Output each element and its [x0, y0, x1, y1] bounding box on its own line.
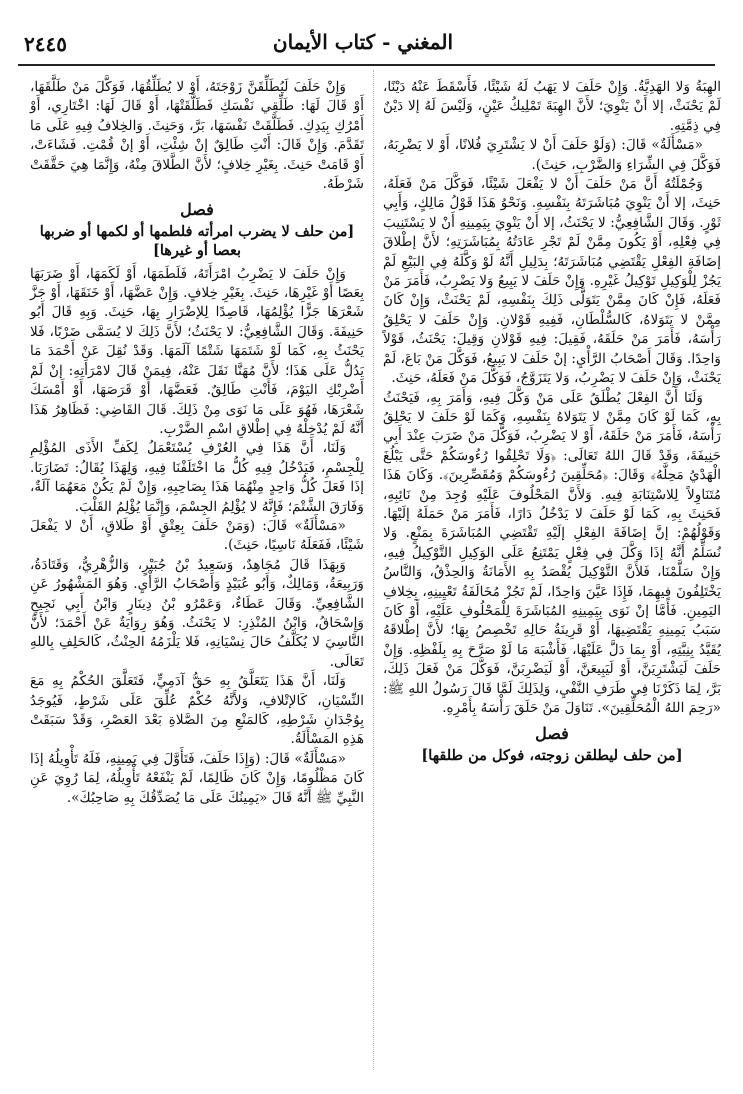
column-divider: [373, 70, 374, 1070]
paragraph: «مَسْأَلَةٌ» قَالَ: (وَإِذَا حَلَفَ، فَتَأَوَّلَ فِي يَمِينِهِ، فَلَهُ تَأْوِيلُهُ إذَا كَانَ مَظْلُومًا، وَإِنْ كَانَ ظَالِمًا، لَمْ يَنْفَعْهُ تَأْوِيلُهُ، لِمَا رُوِيَ عَنِ النَّبِيِّ ﷺ أَنَّهُ قَالَ «يَمِينُكَ عَلَى مَا يُصَدِّقُكَ بِهِ صَاحِبُكَ».: [30, 750, 364, 806]
section-heading: فصل: [180, 200, 214, 220]
paragraph: وَجُمْلَتُهُ أَنَّ مَنْ حَلَفَ أَنْ لا يَفْعَلَ شَيْئًا، فَوَكَّلَ مَنْ فَعَلَهُ، حَنِثَ، إلا أَنْ يَنْوِيَ مُبَاشَرَتَهُ بِنَفْسِهِ. وَنَحْوُ هَذَا قَوْلُ مَالِكٍ، وَأَبِي ثَوْرٍ. وَقَالَ الشَّافِعِيُّ: لا يَحْنَثُ، إلا أَنْ يَنْوِيَ بِيَمِينِهِ أَنْ لا يَسْتَنِيبَ فِي فِعْلِهِ، أَوْ يَكُونَ مِمَّنْ لَمْ تَجْرِ عَادَتُهُ بِمُبَاشَرَتِهِ؛ لأَنَّ إطْلاقَ إضَافَةِ الفِعْلِ يَقْتَضِي مُبَاشَرَتَهُ؛ بِدَلِيلِ أَنَّهُ لَوْ وَكَّلَهُ فِي البَيْعِ لَمْ يَجُزْ لِلْوَكِيلِ تَوْكِيلُ غَيْرِهِ. وَإِنْ حَلَفَ لا يَبِيعُ وَلا يَضْرِبُ، فَأَمَرَ مَنْ فَعَلَهُ، فَإِنْ كَانَ مِمَّنْ يَتَوَلَّى ذَلِكَ بِنَفْسِهِ، لَمْ يَحْنَثْ، وَإِنْ كَانَ مِمَّنْ لا يَتَوَلاهُ، كَالسُّلْطَانِ، فَفِيهِ قَوْلانِ. وَإِنْ حَلَفَ لا يَحْلِقُ رَأْسَهُ، فَأَمَرَ مَنْ حَلَقَهُ، فَقِيلَ: فِيهِ قَوْلانِ وَقِيلَ: يَحْنَثُ، قَوْلاً وَاحِدًا. وَقَالَ أَصْحَابُ الرَّأْيِ: إنْ حَلَفَ لا يَبِيعُ، فَوَكَّلَ مَنْ بَاعَ، لَمْ يَحْنَثْ، وَإِنْ حَلَفَ لا يَضْرِبُ، وَلا يَتَزَوَّجُ، فَوَكَّلَ مَنْ فَعَلَهُ، حَنِثَ.: [383, 176, 721, 387]
paragraph: «مَسْأَلَةٌ» قَالَ: (وَمَنْ حَلَفَ بِعِتْقٍ أَوْ طَلاقٍ، أَنْ لا يَفْعَلَ شَيْئًا، فَفَعَلَهُ نَاسِيًا، حَنِثَ).: [30, 517, 364, 554]
section-subheading: [من حلف لا يضرب امرأته فلطمها أو لكمها أو ضربها بعصا أو غيرها]: [39, 222, 355, 260]
paragraph: وَإِنْ حَلَفَ لَيُطَلِّقَنَّ زَوْجَتَهُ، أَوْ لا يُطَلِّقُهَا، فَوَكَّلَ مَنْ طَلَّقَهَا، أَوْ قَالَ لَهَا: طَلِّقِي نَفْسَكِ فَطَلَّقَتْهَا، أَوْ قَالَ لَهَا: اخْتَارِي، أَوْ أَمْرُكِ بِيَدِكِ. فَطَلَّقَتْ نَفْسَهَا، بَرَّ، وَحَنِثَ. وَالخِلافُ فِيهِ عَلَى مَا تَقَدَّمَ. وَإِنْ قَالَ: أَنْتِ طَالِقٌ إنْ شِئْتِ، أَوْ إنْ قُمْتِ. فَشَاءَتْ، أَوْ قَامَتْ حَنِثَ. بِغَيْرِ خِلافٍ؛ لأَنَّ الطَّلاقَ مِنْهُ، وَإِنَّمَا هِيَ حَقَّقَتْ شَرْطَهُ.: [30, 79, 364, 193]
left-column: [30, 78, 364, 808]
right-column: [383, 78, 721, 769]
paragraph: وَبِهَذَا قَالَ مُجَاهِدٌ، وَسَعِيدُ بْنُ جُبَيْرٍ، وَالزُّهْرِيُّ، وَقَتَادَةُ، وَرَبِيعَةُ، وَمَالِكٌ، وَأَبُو عُبَيْدٍ وَأَصْحَابُ الرَّأْيِ. وَهُوَ المَشْهُورُ عَنِ الشَّافِعِيِّ. وَقَالَ عَطَاءٌ، وَعَمْرُو بْنُ دِينَارٍ وَابْنُ أَبِي نَجِيحٍ وَإِسْحَاقُ، وَابْنُ المُنْذِرِ: لا يَحْنَثُ. وَهُوَ رِوَايَةٌ عَنْ أَحْمَدَ؛ لأَنَّ النَّاسِيَ لا يُكَلَّفُ حَالَ نِسْيَانِهِ، فَلا يَلْزَمُهُ الحِنْثُ، كَالحَلِفِ بِاللهِ تَعَالَى.: [30, 556, 364, 670]
paragraph: وَلَنَا، أَنَّ هَذَا يَتَعَلَّقُ بِهِ حَقُّ آدَمِيٍّ، فَتَعَلَّقَ الحُكْمُ بِهِ مَعَ النِّسْيَانِ، كَالإتْلافِ، وَلأَنَّهُ حُكْمٌ عُلِّقَ عَلَى شَرْطٍ، فَيُوجَدُ بِوُجْدَانِ شَرْطِهِ، كَالمَنْعِ مِنَ الصَّلاةِ بَعْدَ العَصْرِ، وَقَدْ سَبَقَتْ هَذِهِ المَسْأَلَةُ.: [30, 673, 364, 748]
section-subheading: [من حلف ليطلقن زوجته، فوكل من طلقها]: [421, 746, 683, 764]
section-heading: فصل: [535, 724, 569, 744]
paragraph: وَإِنْ حَلَفَ لا يَضْرِبُ امْرَأَتَهُ، فَلَطَمَهَا، أَوْ لَكَمَهَا، أَوْ ضَرَبَهَا بِعَصًا أَوْ غَيْرِهَا، حَنِثَ. بِغَيْرِ خِلافٍ. وَإِنْ عَضَّهَا، أَوْ خَنَقَهَا، أَوْ جَزَّ شَعْرَهَا جَزًّا يُؤْلِمُهَا، قَاصِدًا لِلإضْرَارِ بِهَا، حَنِثَ. وَبِهِ قَالَ أَبُو حَنِيفَةَ. وَقَالَ الشَّافِعِيُّ: لا يَحْنَثُ؛ لأَنَّ ذَلِكَ لا يُسَمَّى ضَرْبًا، فَلا يَحْنَثُ بِهِ، كَمَا لَوْ شَتَمَهَا شَتْمًا آلَمَهَا. وَقَدْ نُقِلَ عَنْ أَحْمَدَ مَا يَدُلُّ عَلَى هَذَا؛ لأَنَّ مُهَنَّا نَقَلَ عَنْهُ، فِيمَنْ قَالَ لامْرَأَتِهِ: إنْ لَمْ أَضْرِبْكِ اليَوْمَ، فَأَنْتِ طَالِقٌ. فَعَضَّهَا، أَوْ قَرَصَهَا، أَوْ أَمْسَكَ شَعْرَهَا، فَهُوَ عَلَى مَا نَوَى مِنْ ذَلِكَ. قَالَ القَاضِي: فَظَاهِرُ هَذَا أَنَّهُ لَمْ يُدْخِلْهُ فِي إطْلاقِ اسْمِ الضَّرْبِ.: [30, 265, 364, 437]
page-number: ٢٤٤٥: [24, 32, 67, 56]
paragraph: وَلَنَا أَنَّ الفِعْلَ يُطْلَقُ عَلَى مَنْ وَكَّلَ فِيهِ، وَأَمَرَ بِهِ، فَيَحْنَثُ بِهِ، كَمَا لَوْ كَانَ مِمَّنْ لا يَتَوَلاهُ بِنَفْسِهِ، وَكَمَا لَوْ حَلَفَ لا يَحْلِقُ رَأْسَهُ، فَأَمَرَ مَنْ حَلَقَهُ، أَوْ لا يَضْرِبُ، فَوَكَّلَ مَنْ ضَرَبَ عِنْدَ أَبِي حَنِيفَةَ، وَقَدْ قَالَ اللهُ تَعَالَى: ﴿وَلَا تَحْلِقُوا رُءُوسَكُمْ حَتَّى يَبْلُغَ الْهَدْيُ مَحِلَّهُ﴾ وَقَالَ: ﴿مُحَلِّقِينَ رُءُوسَكُمْ وَمُقَصِّرِينَ﴾. وَكَانَ هَذَا مُتَنَاوِلاً لِلاسْتِنَابَةِ فِيهِ. وَلأَنَّ المَحْلُوفَ عَلَيْهِ وُجِدَ مِنْ نَائِبِهِ، فَحَنِثَ بِهِ، كَمَا لَوْ حَلَفَ لا يَدْخُلُ دَارًا، فَأَمَرَ مَنْ حَمَلَهُ إلَيْهَا. وَقَوْلُهُمْ: إنَّ إضَافَةَ الفِعْلِ إلَيْهِ تَقْتَضِي المُبَاشَرَةَ بِمَنْعٍ. وَلا نُسَلِّمُ أَنَّهُ إذَا وَكَّلَ فِي فِعْلٍ يَمْتَنِعُ عَلَى الوَكِيلِ التَّوْكِيلُ فِيهِ، وَإِنْ سَلَّمْنَا، فَلأَنَّ التَّوْكِيلَ يُقْصَدُ بِهِ الأَمَانَةُ وَالحِذْقُ، وَالنَّاسُ يَخْتَلِفُونَ فِيهِمَا، فَإِذَا عَيَّنَ وَاحِدًا، لَمْ تَجُزْ مُخَالَفَةُ تَعْيِينِهِ، بِخِلافِ اليَمِينِ. فَأَمَّا إنْ نَوَى بِيَمِينِهِ المُبَاشَرَةَ لِلْمَحْلُوفِ عَلَيْهِ، أَوْ كَانَ سَبَبُ يَمِينِهِ يَقْتَضِيهَا، أَوْ قَرِينَةُ حَالِهِ تَخْصِصُ بِهَا؛ لأَنَّ إطْلاقَهُ يُقَيَّدُ بِنِيَّتِهِ، أَوْ بِمَا دَلَّ عَلَيْهَا، فَأَشْبَهَ مَا لَوْ صَرَّحَ بِهِ بِلَفْظِهِ. وَإِنْ حَلَفَ لَيَشْتَرِيَنَّ، أَوْ لَيَبِيعَنَّ، أَوْ لَيَضْرِبَنَّ، فَوَكَّلَ مَنْ فَعَلَ ذَلِكَ، بَرَّ، لِمَا ذَكَرْنَا فِي طَرَفِ النَّفْيِ، وَلِذَلِكَ لَمَّا قَالَ رَسُولُ اللهِ ﷺ: «رَحِمَ اللهُ الْمُحَلِّقِينَ». تَنَاوَلَ مَنْ حَلَقَ رَأْسَهُ بِأَمْرِهِ.: [383, 389, 721, 716]
page-header: [18, 28, 715, 58]
paragraph: وَلَنَا، أَنَّ هَذَا فِي العُرْفِ يُسْتَعْمَلُ لِكَفِّ الأَذَى المُؤْلِمِ لِلْجِسْمِ، فَيَدْخُلُ فِيهِ كُلُّ مَا اخْتَلَفْنَا فِيهِ، وَلِهَذَا يُقَالُ: تَضَارَبَا. إذَا فَعَلَ كُلُّ وَاحِدٍ مِنْهُمَا هَذَا بِصَاحِبِهِ، وَإِنْ لَمْ يَكُنْ مَعَهُمَا آلَةٌ، وَفَارَقَ الشَّتْمَ؛ فَإِنَّهُ لا يُؤْلِمُ الجِسْمَ، وَإِنَّمَا يُؤْلِمُ القَلْبَ.: [30, 440, 364, 515]
header-rule: [18, 64, 715, 66]
running-title: المغني - كتاب الأيمان: [272, 30, 453, 54]
paragraph: الهِبَةُ وَلا الهَدِيَّةُ. وَإِنْ حَلَفَ لا يَهَبُ لَهُ شَيْئًا، فَأَسْقَطَ عَنْهُ دَيْنًا، لَمْ يَحْنَثْ، إلا أَنْ يَنْوِيَ؛ لأَنَّ الهِبَةَ تَمْلِيكُ عَيْنٍ، وَلَيْسَ لَهُ إلا دَيْنٌ فِي ذِمَّتِهِ.: [383, 79, 721, 134]
paragraph: «مَسْأَلَةٌ» قَالَ: (وَلَوْ حَلَفَ أَنْ لا يَشْتَرِيَ فُلانًا، أَوْ لا يَضْرِبَهُ، فَوَكَّلَ فِي الشِّرَاءِ وَالضَّرْبِ، حَنِثَ).: [383, 137, 721, 173]
